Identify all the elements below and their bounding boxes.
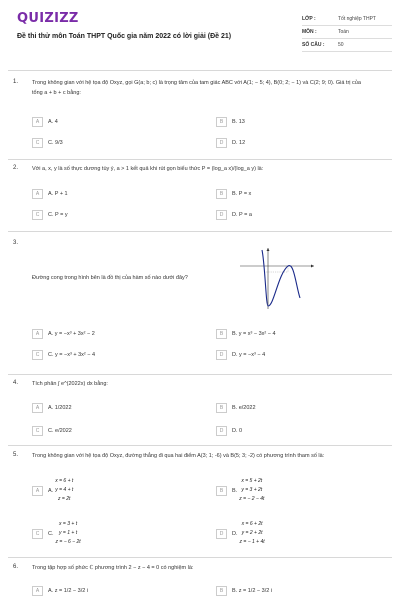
equation-system (239, 477, 264, 504)
option-c[interactable] (32, 137, 63, 149)
divider (8, 374, 392, 375)
option-letter-box: C (32, 350, 43, 360)
question-number: 2. (13, 165, 19, 171)
option-letter-box: D (216, 426, 227, 436)
x-axis-arrow (311, 265, 314, 268)
option-letter-box: D (216, 350, 227, 360)
option-d[interactable] (216, 425, 242, 437)
option-text: B. y = x³ − 3x² − 4 (232, 331, 276, 337)
divider (8, 159, 392, 160)
question-number: 4. (13, 380, 19, 386)
question-text: Trong tập hợp số phức ℂ phương trình 2 − z − 4 = 0 có nghiệm là: (32, 565, 194, 571)
option-letter-box: D (216, 138, 227, 148)
option-a[interactable] (32, 328, 95, 340)
option-letter-box: A (32, 117, 43, 127)
option-letter-box: B (216, 117, 227, 127)
option-text: B. e/2022 (232, 405, 256, 411)
option-text: A. P + 1 (48, 191, 68, 197)
option-letter-box: C (32, 426, 43, 436)
equation-line: z = − 2 − 4t (239, 495, 265, 502)
question-number: 1. (13, 79, 19, 85)
equation-line: x = 5 + 2t (241, 477, 263, 484)
option-letter-box: B (216, 189, 227, 199)
option-text: A. y = −x³ + 3x² − 2 (48, 331, 95, 337)
y-axis-arrow (267, 248, 270, 251)
option-text: D. y = −x³ − 4 (232, 352, 266, 358)
option-a[interactable] (32, 402, 72, 414)
option-d[interactable] (216, 137, 245, 149)
option-b[interactable] (216, 402, 256, 414)
option-c[interactable] (32, 209, 68, 221)
meta-row-class (302, 13, 392, 26)
option-b[interactable] (216, 328, 276, 340)
worksheet-header (0, 0, 400, 68)
option-d[interactable] (216, 209, 252, 221)
equation-system (55, 477, 73, 504)
option-text: C. (48, 531, 54, 537)
option-letter-box: A (32, 486, 43, 496)
divider (8, 445, 392, 446)
option-c[interactable] (32, 425, 72, 437)
option-text: B. 13 (232, 119, 245, 125)
option-text: D. P = a (232, 212, 252, 218)
divider (8, 70, 392, 71)
equation-line: z = − 6 − 2t (55, 538, 81, 545)
option-text: A. 1/2022 (48, 405, 72, 411)
meta-value: Toán (338, 29, 349, 35)
meta-row-subject (302, 26, 392, 39)
meta-value: 50 (338, 42, 344, 48)
worksheet-meta (302, 13, 392, 52)
divider (8, 231, 392, 232)
option-d[interactable] (216, 520, 265, 545)
option-b[interactable] (216, 585, 272, 597)
equation-system (56, 520, 81, 547)
option-letter-box: B (216, 486, 227, 496)
quizizz-logo: QUIZIZZ (17, 11, 79, 26)
option-text: D. 0 (232, 428, 243, 434)
cubic-function-graph-icon (238, 246, 316, 310)
equation-system (240, 520, 265, 547)
question-text: Đường cong trong hình bên là đồ thị của hàm số nào dưới đây? (32, 275, 188, 281)
option-text: D. (232, 531, 238, 537)
equation-line: y = 2 + 2t (241, 529, 263, 536)
question-number: 5. (13, 452, 19, 458)
option-letter-box: B (216, 403, 227, 413)
option-text: C. e/2022 (48, 428, 72, 434)
option-text: A. 4 (48, 119, 58, 125)
option-text: A. (48, 488, 54, 494)
question-text: Với a, x, y là số thực dương tùy ý, a > 1 kết quả khi rút gọn biểu thức P = (log_a x)/(log_a y) là: (32, 166, 264, 172)
option-letter-box: C (32, 529, 43, 539)
equation-line: x = 6 + 2t (241, 520, 263, 527)
equation-line: z = 2t (58, 495, 71, 502)
option-text: D. 12 (232, 140, 246, 146)
option-letter-box: A (32, 586, 43, 596)
option-text: A. z = 1/2 − 3/2 i (48, 588, 89, 594)
question-text: Trong không gian với hệ tọa độ Oxyz, đường thẳng đi qua hai điểm A(3; 1; -6) và B(5; 3; -2) có phương trình tham số là: (32, 453, 325, 459)
option-a[interactable] (32, 477, 74, 502)
option-text: C. y = −x³ + 3x² − 4 (48, 352, 96, 358)
option-letter-box: A (32, 189, 43, 199)
option-text: C. 9/3 (48, 140, 63, 146)
equation-line: y = 1 + t (59, 529, 78, 536)
divider (8, 557, 392, 558)
equation-line: y = 4 + t (55, 486, 74, 493)
equation-line: y = 3 + 2t (241, 486, 263, 493)
option-letter-box: A (32, 329, 43, 339)
question-text: Tích phân ∫ e^(2022x) dx bằng: (32, 381, 108, 387)
option-b[interactable] (216, 188, 251, 200)
option-c[interactable] (32, 520, 81, 545)
meta-label: MÔN : (302, 29, 317, 35)
option-d[interactable] (216, 349, 265, 361)
option-letter-box: B (216, 586, 227, 596)
equation-line: x = 3 + t (59, 520, 78, 527)
meta-value: Tốt nghiệp THPT (338, 16, 376, 22)
question-text: Trong không gian với hệ tọa độ Oxyz, gọi G(a; b; c) là trọng tâm của tam giác ABC với A(1; − 5; 4), B(0; 2; − 1) và C(2; 9; 0). Giá trị của tổng a + b + c bằng: (32, 80, 361, 97)
option-a[interactable] (32, 116, 58, 128)
option-letter-box: C (32, 210, 43, 220)
option-c[interactable] (32, 349, 95, 361)
option-a[interactable] (32, 585, 88, 597)
option-letter-box: D (216, 529, 227, 539)
worksheet-title: Đề thi thử môn Toán THPT Quốc gia năm 2022 có lời giải (Đề 21) (17, 33, 232, 40)
question-number: 6. (13, 564, 19, 570)
meta-row-count (302, 39, 392, 52)
option-text: C. P = y (48, 212, 68, 218)
meta-label: LỚP : (302, 16, 316, 22)
option-letter-box: C (32, 138, 43, 148)
meta-label: SỐ CÂU : (302, 42, 325, 48)
option-text: B. (232, 488, 238, 494)
option-letter-box: A (32, 403, 43, 413)
option-a[interactable] (32, 188, 68, 200)
option-letter-box: D (216, 210, 227, 220)
option-letter-box: B (216, 329, 227, 339)
equation-line: z = − 1 + 4t (239, 538, 265, 545)
option-b[interactable] (216, 477, 265, 502)
option-text: B. z = 1/2 − 3/2 i (232, 588, 273, 594)
question-number: 3. (13, 240, 19, 246)
option-b[interactable] (216, 116, 245, 128)
option-text: B. P = x (232, 191, 252, 197)
equation-line: x = 6 + t (55, 477, 74, 484)
